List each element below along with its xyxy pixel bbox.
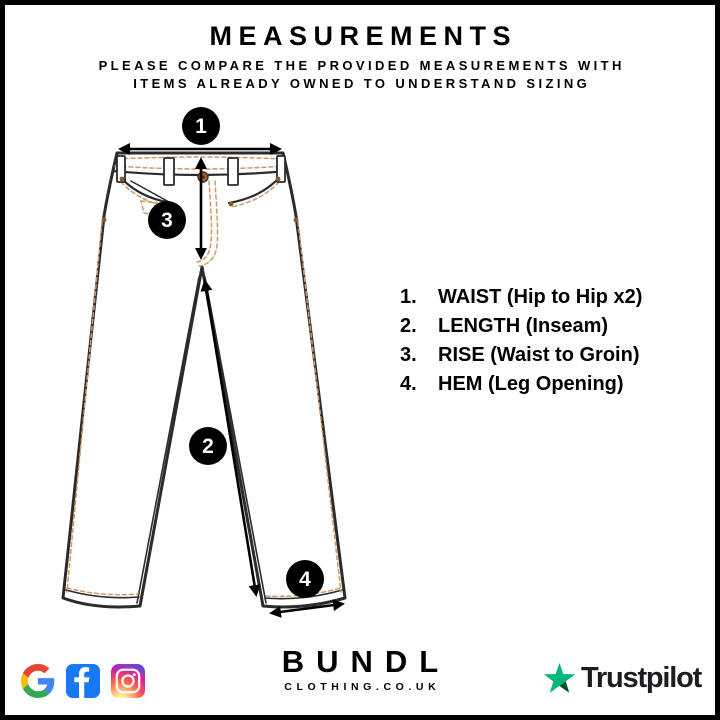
brand-domain: CLOTHING.CO.UK [284, 681, 441, 693]
legend-label: WAIST (Hip to Hip x2) [438, 286, 643, 308]
badge-number: 4 [299, 567, 311, 591]
trustpilot-logo [543, 662, 701, 694]
legend-item-length [400, 316, 642, 337]
measurement-badge-rise [148, 201, 186, 239]
badge-number: 2 [202, 434, 214, 458]
legend-item-waist [400, 287, 642, 308]
legend-label: RISE (Waist to Groin) [438, 344, 640, 366]
measurement-badge-waist [182, 107, 220, 145]
measurement-legend [400, 287, 642, 403]
legend-label: HEM (Leg Opening) [438, 373, 624, 395]
trustpilot-star-icon [543, 662, 576, 694]
legend-label: LENGTH (Inseam) [438, 315, 609, 337]
legend-number: 1. [400, 286, 417, 308]
badge-number: 1 [195, 114, 207, 138]
legend-item-hem [400, 374, 642, 395]
legend-number: 3. [400, 344, 417, 366]
trustpilot-wordmark: Trustpilot [581, 661, 702, 694]
subtitle-line-1: PLEASE COMPARE THE PROVIDED MEASUREMENTS WITH [98, 58, 625, 73]
page-title: MEASUREMENTS [209, 21, 517, 51]
measurement-badge-hem [286, 560, 324, 598]
subtitle-line-2: ITEMS ALREADY OWNED TO UNDERSTAND SIZING [133, 76, 591, 91]
legend-number: 4. [400, 373, 417, 395]
legend-item-rise [400, 345, 642, 366]
legend-number: 2. [400, 315, 417, 337]
badge-number: 3 [161, 208, 173, 232]
brand-name: BUNDL [281, 644, 451, 679]
measurement-badge-length [189, 427, 227, 465]
